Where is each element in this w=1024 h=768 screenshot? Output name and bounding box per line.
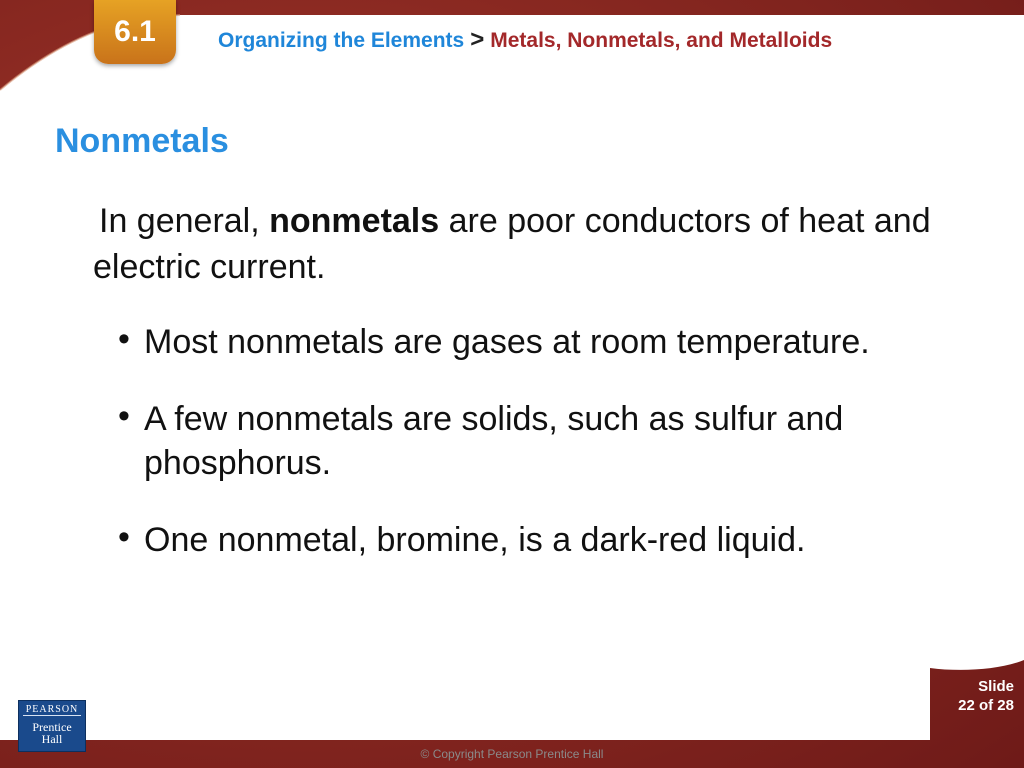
bullet-item <box>118 518 938 562</box>
logo-pearson-text: PEARSON <box>23 701 81 716</box>
bullet-text: One nonmetal, bromine, is a dark-red liquid. <box>144 521 806 559</box>
bullet-icon: • <box>118 320 130 358</box>
bullet-list <box>118 320 938 595</box>
breadcrumb-separator: > <box>470 26 485 53</box>
lead-suffix: are poor conductors of heat and electric current. <box>93 202 931 286</box>
breadcrumb <box>218 26 832 54</box>
section-number: 6.1 <box>114 15 156 48</box>
section-badge <box>94 0 176 64</box>
bullet-text: A few nonmetals are solids, such as sulfur and phosphorus. <box>144 400 844 482</box>
slide-counter <box>934 677 1014 715</box>
copyright-notice: © Copyright Pearson Prentice Hall <box>420 747 604 761</box>
slide-position: 22 of 28 <box>958 697 1014 714</box>
lead-paragraph <box>93 198 933 290</box>
pearson-prentice-hall-logo <box>18 700 86 752</box>
bullet-icon: • <box>118 518 130 556</box>
logo-prentice-hall-text <box>19 716 85 745</box>
bullet-icon: • <box>118 397 130 435</box>
bullet-item <box>118 320 938 364</box>
lead-prefix: In general, <box>99 202 270 240</box>
slide-title: Nonmetals <box>55 122 229 160</box>
slide-label: Slide <box>978 678 1014 695</box>
breadcrumb-chapter: Organizing the Elements <box>218 29 465 52</box>
logo-line-2: Hall <box>41 732 63 746</box>
bullet-item <box>118 397 938 485</box>
logo-line-1: Prentice <box>32 720 72 734</box>
breadcrumb-lesson: Metals, Nonmetals, and Metalloids <box>490 29 833 52</box>
lead-term: nonmetals <box>269 202 440 240</box>
bullet-text: Most nonmetals are gases at room temperature. <box>144 323 870 361</box>
